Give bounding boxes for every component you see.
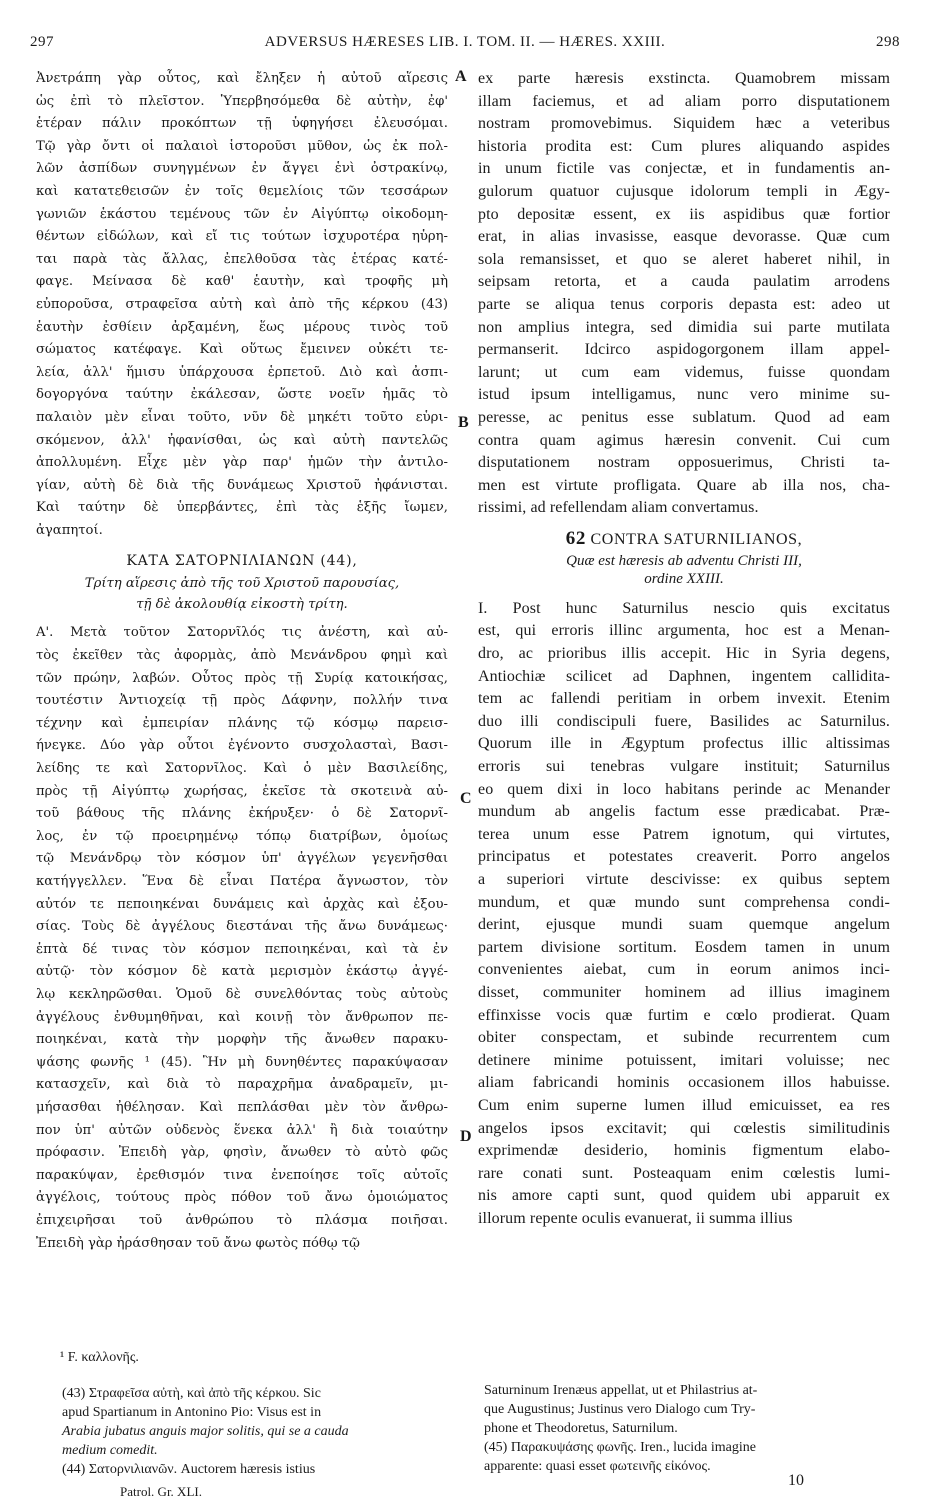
greek-text-top xyxy=(36,68,448,542)
latin-line: peresse, ac penitus esse sublatum. Quod ad eam xyxy=(478,408,890,426)
greek-line: τέχνην καὶ ἐμπειρίαν πλάνης τῷ κόσμῳ παρεισ- xyxy=(36,715,448,731)
margin-marker-c: C xyxy=(460,790,472,807)
greek-line: παλαιὸν μὲν εἶναι τοῦτο, νῦν δὲ μηκέτι τοῦτο εὑρι- xyxy=(36,409,448,425)
greek-column xyxy=(36,68,448,1255)
greek-line: δογοργόνα ταύτην ἐκάλεσαν, ὥστε νοεῖν ἡμᾶς τὸ xyxy=(36,387,448,403)
greek-line: εὐποροῦσα, στραφεῖσα αὐτὴ καὶ ἀπὸ τῆς κέρκου (43) xyxy=(36,296,448,312)
latin-line: Quorum ille in Ægyptum profectus illic altissimas xyxy=(478,735,890,753)
latin-line: Antiochiæ scilicet ad Daphnen, ingentem calliditа- xyxy=(478,667,890,685)
greek-line: τὸς ἐκεῖθεν τὰς ἀφορμὰς, ἀπὸ Μενάνδρου φημὶ καὶ xyxy=(36,648,448,664)
latin-line: illam faciemus, et ad aliam porro disputationem xyxy=(478,92,890,110)
footnote-44-line1: (44) Σατορνιλιανῶν. Auctorem hæresis istius xyxy=(62,1462,316,1477)
margin-marker-a: A xyxy=(455,68,467,85)
running-header xyxy=(30,34,900,54)
greek-line: αὐτῷ· τὸν κόσμον δὲ κατὰ μερισμὸν ἑκάστῳ ἀγγέ- xyxy=(36,964,448,980)
header-title: ADVERSUS HÆRESES LIB. I. TOM. II. — HÆRES. XXIII. xyxy=(264,34,666,50)
latin-line: obiter conspectam, et subinde recurrentem cum xyxy=(478,1029,890,1047)
latin-line: eo quem dixi in loco habitans perinde ac Menander xyxy=(478,780,890,798)
latin-column xyxy=(478,68,890,1231)
greek-line: σώματος κατέφαγε. Καὶ οὕτως ἔμεινεν οὐκέτι τε- xyxy=(36,342,448,358)
latin-line: men est virtute profligata. Quare ab illa nos, cha- xyxy=(478,476,890,494)
footnote-43-line3: Arabia jubatus anguis major solitis, qui se a cauda xyxy=(62,1424,349,1439)
greek-text-bottom xyxy=(36,622,448,1255)
latin-line: gulorum quatuor cujusque idolorum templi in Ægy- xyxy=(478,182,890,200)
latin-line: permanserit. Idcirco aspidogorgonem illam appel- xyxy=(478,341,890,359)
greek-line: καὶ κατατεθεισῶν ἐν τοῖς θεμελίοις τῶν τεσσάρων xyxy=(36,183,448,199)
footnotes-left xyxy=(62,1384,462,1479)
latin-line: convenientes aiebat, cum in eorum animos inci- xyxy=(478,961,890,979)
greek-line: τοῦ βάθους τῆς πλάνης ἐκήρυξεν· ὁ δὲ Σατορνῖ- xyxy=(36,806,448,822)
latin-line: parte se aliqua tenus corporis depasta est: adeo ut xyxy=(478,295,890,313)
greek-line: ἑτέραν πάλιν προκόπτων τῇ ὑφηγήσει ἐλευσόμαι. xyxy=(36,116,448,132)
greek-line: κατήγγελλεν. Ἕνα δὲ εἶναι Πατέρα ἄγνωστον, τὸν xyxy=(36,874,448,889)
latin-line: derint, ejusque mundi suam quemque angelum xyxy=(478,916,890,934)
latin-line: sola remansisset, et quo se aleret haberet nihil, in xyxy=(478,250,890,268)
footnote-right-line1: Saturninum Irenæus appellat, ut et Philastrius at- xyxy=(484,1383,758,1398)
latin-line: a superiori virtute descivisse: ex quibus septem xyxy=(478,871,890,888)
greek-heading-sub2: τῇ δὲ ἀκολουθίᾳ εἰκοστὴ τρίτη. xyxy=(136,597,348,613)
greek-line: Ἐπειδὴ γὰρ ἠράσθησαν τοῦ ἄνω φωτὸς πόθῳ τῷ xyxy=(36,1235,360,1251)
latin-line: erat, in alias invasisse, easque devorasse. Quæ cum xyxy=(478,228,890,246)
latin-line: larunt; ut cum eam videmus, fuisse quondam xyxy=(478,363,890,381)
latin-text-bottom xyxy=(478,598,890,1231)
greek-line: θέντων εἰδώλων, καὶ εἴ τις τούτων ἰσχυροτέρα ηὑρη- xyxy=(36,229,448,245)
latin-heading xyxy=(478,526,890,552)
greek-line: ἀγαπητοί. xyxy=(36,522,103,538)
latin-line: rissimi, ad refellendam aliam convertamus. xyxy=(478,499,759,517)
greek-line: τουτέστιν Ἀντιοχείᾳ τῇ πρὸς Δάφνην, πολλήν τινα xyxy=(36,693,448,709)
greek-line: σίας. Τοὺς δὲ ἀγγέλους διεστάναι τῆς ἄνω δυνάμεως· xyxy=(36,919,448,935)
greek-line: Καὶ ταύτην δὲ ὑπερβάντες, ἐπὶ τὰς ἑξῆς ἴωμεν, xyxy=(36,500,448,516)
latin-line: nis amore capti sunt, quod quidem ubi apparuit ex xyxy=(478,1187,890,1205)
latin-line: terea unum esse Patrem ignotum, qui virtutes, xyxy=(478,825,890,843)
latin-line: tem ac fallendi peritiam in orbem invexit. Etenim xyxy=(478,690,890,708)
greek-line: αὐτόν τε πεποιηκέναι δυνάμεις καὶ ἀρχὰς καὶ ἐξου- xyxy=(36,896,448,912)
latin-line: rare conati sunt. Posteaquam enim cœlestis lumi- xyxy=(478,1164,890,1182)
greek-line: γίαν, αὐτὴ δὲ διὰ τῆς δυνάμεως Χριστοῦ ἠφάνισται. xyxy=(36,477,448,493)
greek-heading-title: ΚΑΤΑ ΣΑΤΟΡΝΙΛΙΑΝΩΝ (44), xyxy=(126,553,358,570)
latin-line: I. Post hunc Saturnilus nescio quis excitatus xyxy=(478,599,890,617)
greek-line: πρὸς τῇ Αἰγύπτῳ χωρήσας, ἐκεῖσε τὰ σκοτεινὰ αὐ- xyxy=(36,783,448,799)
greek-line: ἀγγέλους ἐνθυμηθῆναι, καὶ κοινῇ τὸν ἄνθρωπον πε- xyxy=(36,1009,448,1025)
greek-line: ήνεγκε. Δύο γὰρ οὗτοι ἐγένοντο συσχολασταὶ, Βασι- xyxy=(36,738,448,754)
greek-line: λείδης τε καὶ Σατορνῖλος. Καὶ ὁ μὲν Βασιλείδης, xyxy=(36,761,448,777)
greek-line: σκόμενον, ἀλλ' ἠφανίσθαι, ὡς καὶ αὐτὴ παντελῶς xyxy=(36,432,448,448)
footnote-right-line2: que Augustinus; Justinus vero Dialogo cum Try- xyxy=(484,1402,756,1417)
footnote-1: ¹ F. καλλονῆς. xyxy=(60,1350,139,1365)
greek-line: ποιηκέναι, κατὰ τὴν μορφὴν τῆς ἄνωθεν παρακυ- xyxy=(36,1032,448,1048)
greek-line: φαγε. Μείνασα δὲ καθ' ἑαυτὴν, καὶ τροφῆς μὴ xyxy=(36,274,448,290)
latin-line: effinxisse vocis quæ furtim e cœlo prodierat. Quam xyxy=(478,1006,890,1024)
latin-line: duo illi condiscipuli fuere, Basilides ac Saturnilus. xyxy=(478,712,890,730)
series-label: Patrol. Gr. XLI. xyxy=(120,1484,202,1499)
latin-line: aliam fabricandi hominis occasionem illos habuisse. xyxy=(478,1074,890,1092)
latin-line: dro, ac prioribus illis accepit. Hic in Syria degens, xyxy=(478,645,890,663)
greek-line: γωνιῶν ἑκάστου τεμένους τῶν ἐν Αἰγύπτῳ οἰκοδομη- xyxy=(36,206,448,222)
latin-line: detinere minime potuissent, imitari voluisse; nec xyxy=(478,1051,890,1069)
footnote-right-line3: phone et Theodoretus, Saturnilum. xyxy=(484,1421,678,1436)
latin-line: erroris sui tenebras vulgare instituit; Saturnilus xyxy=(478,758,890,776)
greek-line: Ἀνετράπη γὰρ οὗτος, καὶ ἔληξεν ἡ αὐτοῦ αἵρεσις xyxy=(36,71,448,86)
latin-heading-sub1: Quæ est hæresis ab adventu Christi III, xyxy=(566,552,802,569)
greek-line: λος, ἐν τῷ προειρημένῳ τόπῳ διατρίβων, ὁμοίως xyxy=(36,828,448,844)
footnote-45-line1: (45) Παρακυψάσης φωνῆς. Iren., lucida imagine xyxy=(484,1440,756,1455)
greek-line: ἑαυτὴν ἐσθίειν ἀρξαμένη, ἕως μέρους τινὸς τοῦ xyxy=(36,319,448,335)
greek-line: λῶν ἀσπίδων συνηγμένων ἐν ἄγγει ἑνὶ ὀστρακίνῳ, xyxy=(36,161,448,177)
latin-heading-number: 62 xyxy=(565,527,586,549)
margin-marker-d: D xyxy=(460,1128,472,1145)
latin-line: Cum enim superne lumen illud emicuisset, ea res xyxy=(478,1096,890,1114)
greek-heading-sub1: Τρίτη αἵρεσις ἀπὸ τῆς τοῦ Χριστοῦ παρουσίας, xyxy=(84,576,400,592)
greek-line: ὡς ἐπὶ τὸ πλεῖστον. Ὑπερβησόμεθα δὲ αὐτὴν, ἐφ' xyxy=(36,93,448,109)
latin-line: illorum repente oculis evanuerat, ii summa illius xyxy=(478,1209,793,1227)
footnote-variant xyxy=(60,1348,460,1367)
greek-line: ἀπολλυμένη. Εἶχε μὲν γὰρ παρ' ἡμῶν τὴν ἀντιλο- xyxy=(36,455,448,471)
latin-line: contra quam agimus hæresin convenit. Cui cum xyxy=(478,431,890,449)
greek-line: τῶν πρώην, λαβών. Οὗτος πρὸς τῇ Συρίᾳ κατοικήσας, xyxy=(36,670,448,686)
greek-line: ἐπιχειρῆσαι τοῦ ἀνθρώπου τὸ πλάσμα ποιῆσαι. xyxy=(36,1212,448,1228)
latin-line: est, qui erroris illinc argumenta, hoc est a Menan- xyxy=(478,622,890,640)
greek-line: Α'. Μετὰ τοῦτον Σατορνῖλός τις ἀνέστη, καὶ αὐ- xyxy=(36,625,448,641)
header-page-left: 297 xyxy=(30,34,54,50)
latin-line: pto depositæ essent, ex iis aspidibus quæ fortior xyxy=(478,205,890,223)
latin-heading-title: CONTRA SATURNILIANOS, xyxy=(590,530,803,548)
greek-line: λῳ κεκληρῶσθαι. Ὁμοῦ δὲ συνελθόντας τοὺς αὐτοὺς xyxy=(36,986,448,1002)
margin-marker-b: B xyxy=(458,414,469,431)
latin-heading-sub2: ordine XXIII. xyxy=(644,570,724,587)
latin-line: mundum, et quæ mundo sunt comprehensa condi- xyxy=(478,893,890,911)
greek-line: τῷ Μενάνδρῳ τὸν κόσμον ὑπ' ἀγγέλων γεγενῆσθαι xyxy=(36,851,448,867)
footnotes-right xyxy=(484,1381,904,1476)
latin-line: historia prodita est: Cum plures aliquando aspides xyxy=(478,137,890,155)
greek-line: κατασχεῖν, καὶ διὰ τὸ παραχρῆμα ἀναδραμεῖν, μι- xyxy=(36,1077,448,1093)
signature-number: 10 xyxy=(788,1472,804,1489)
footnote-43-line4: medium comedit. xyxy=(62,1443,158,1458)
latin-line: mundum ab angelis factum esse prædicabat. Præ- xyxy=(478,803,890,821)
greek-line: παρακύψαν, ἐρεθισμόν τινα ἐνεποίησε τοῖς αὐτοῖς xyxy=(36,1167,448,1183)
greek-line: ται παρὰ τὰς ἄλλας, ἐπελθοῦσα τὰς ἑτέρας κατέ- xyxy=(36,251,448,267)
footnote-45-line2: apparente: quasi esset φωτεινῆς εἰκόνος. xyxy=(484,1459,711,1474)
latin-line: angelos ipsos excitavit; qui cœlestis similitudinis xyxy=(478,1119,890,1137)
latin-line: exprimendæ desiderio, hominis figmentum elabo- xyxy=(478,1142,890,1160)
latin-line: nostram promovebimus. Siquidem hæc a veteribus xyxy=(478,115,890,133)
greek-line: ἀγγέλοις, τούτους πρὸς πόθον τοῦ ἄνω ὁμοιώματος xyxy=(36,1190,448,1206)
latin-text-top xyxy=(478,68,890,520)
latin-line: istud ipsum intelligamus, nunc vero minime su- xyxy=(478,386,890,404)
greek-line: πον ὑπ' αὐτῶν οὐδενὸς ἕνεκα ἀλλ' ἢ διὰ τοιαύτην xyxy=(36,1122,448,1138)
latin-line: disputationem nostram opposuerimus, Christi ta- xyxy=(478,454,890,472)
latin-line: non amplius integra, sed dimidia sui parte mutilata xyxy=(478,318,890,336)
greek-line: ψάσης φωνῆς ¹ (45). Ἣν μὴ δυνηθέντες παρακύψασαν xyxy=(36,1054,448,1070)
greek-line: λεία, ἀλλ' ἥμισυ ὑπάρχουσα ἑρπετοῦ. Διὸ καὶ ἀσπι- xyxy=(36,364,448,380)
latin-line: in unum fictile vas conjectæ, et in fundamentis an- xyxy=(478,160,890,178)
latin-line: ex parte hæresis exstincta. Quamobrem missam xyxy=(478,70,890,87)
greek-line: Τῷ γὰρ ὄντι οἱ παλαιοὶ ἱστοροῦσι μῦθον, ὡς ἐκ πολ- xyxy=(36,138,448,154)
greek-line: μήσασθαι ἠθέλησαν. Καὶ πεπλάσθαι μὲν τὸν ἄνθρω- xyxy=(36,1099,448,1115)
footnote-43-line2: apud Spartianum in Antonino Pio: Visus est in xyxy=(62,1405,322,1420)
footnote-43-line1: (43) Στραφεῖσα αὐτὴ, καὶ ἀπὸ τῆς κέρκου. Sic xyxy=(62,1386,321,1401)
greek-line: ἑπτὰ δέ τινας τὸν κόσμον πεποιηκέναι, καὶ τὰ ἐν xyxy=(36,941,448,957)
latin-line: disset, communiter hominem ad illius imaginem xyxy=(478,983,890,1001)
greek-line: πρόφασιν. Ἐπειδὴ γὰρ, φησὶν, ἄνωθεν τὸ αὐτὸ φῶς xyxy=(36,1145,448,1161)
latin-line: seipsam retorta, et a cauda paulatim arrodens xyxy=(478,273,890,291)
latin-line: principatus et potestates creaverit. Porro angelos xyxy=(478,848,890,866)
latin-line: partem divisione sortitum. Eosdem tamen in unum xyxy=(478,938,890,956)
header-page-right: 298 xyxy=(876,34,900,50)
